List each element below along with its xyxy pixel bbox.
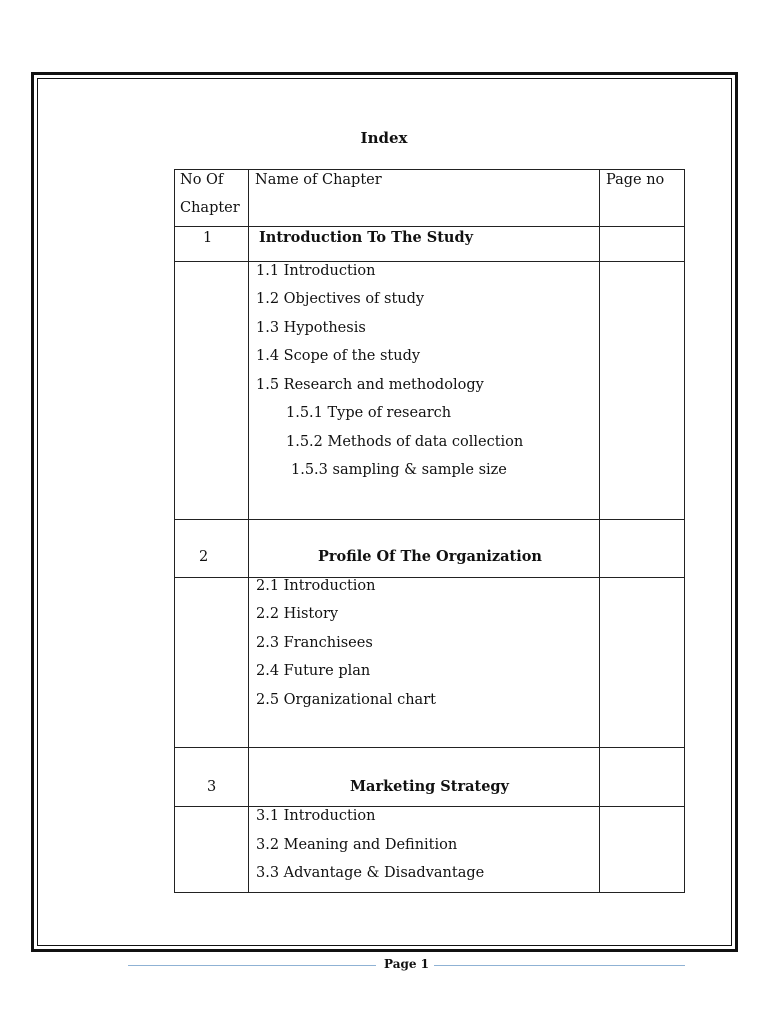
table-border-right (684, 169, 685, 893)
table-border-top (174, 169, 685, 170)
page-border-inner (37, 78, 732, 946)
list-item: 1.5.3 sampling & sample size (291, 462, 507, 478)
list-item: 1.5.2 Methods of data collection (286, 434, 524, 450)
row-divider (174, 261, 685, 262)
row-divider (174, 519, 685, 520)
list-item: 3.2 Meaning and Definition (256, 837, 458, 853)
row-divider (174, 577, 685, 578)
list-item: 2.4 Future plan (256, 663, 371, 679)
page-title: Index (360, 129, 408, 147)
row-divider (174, 806, 685, 807)
list-item: 3.3 Advantage & Disadvantage (256, 865, 485, 881)
page-number: Page 1 (384, 957, 430, 971)
chapter-number: 2 (199, 549, 209, 565)
row-divider (174, 747, 685, 748)
header-no: No Of (180, 172, 224, 188)
header-page: Page no (606, 172, 665, 188)
row-divider (174, 226, 685, 227)
table-border-left (174, 169, 175, 893)
chapter-number: 3 (207, 779, 217, 795)
footer-rule-right (434, 965, 685, 966)
list-item: 1.3 Hypothesis (256, 320, 366, 336)
list-item: 1.5 Research and methodology (256, 377, 484, 393)
chapter-title: Profile Of The Organization (318, 548, 542, 565)
chapter-title: Marketing Strategy (350, 778, 509, 795)
list-item: 3.1 Introduction (256, 808, 376, 824)
table-divider-1 (248, 169, 249, 893)
list-item: 1.2 Objectives of study (256, 291, 425, 307)
list-item: 2.2 History (256, 606, 339, 622)
list-item: 2.5 Organizational chart (256, 692, 436, 708)
list-item: 2.3 Franchisees (256, 635, 373, 651)
footer-rule-left (128, 965, 376, 966)
chapter-title: Introduction To The Study (259, 229, 474, 246)
chapter-number: 1 (203, 230, 213, 246)
list-item: 1.5.1 Type of research (286, 405, 452, 421)
list-item: 2.1 Introduction (256, 578, 376, 594)
header-no-line2: Chapter (180, 200, 240, 216)
table-divider-2 (599, 169, 600, 893)
list-item: 1.1 Introduction (256, 263, 376, 279)
list-item: 1.4 Scope of the study (256, 348, 421, 364)
table-border-bottom (174, 892, 685, 893)
header-name: Name of Chapter (255, 172, 382, 188)
